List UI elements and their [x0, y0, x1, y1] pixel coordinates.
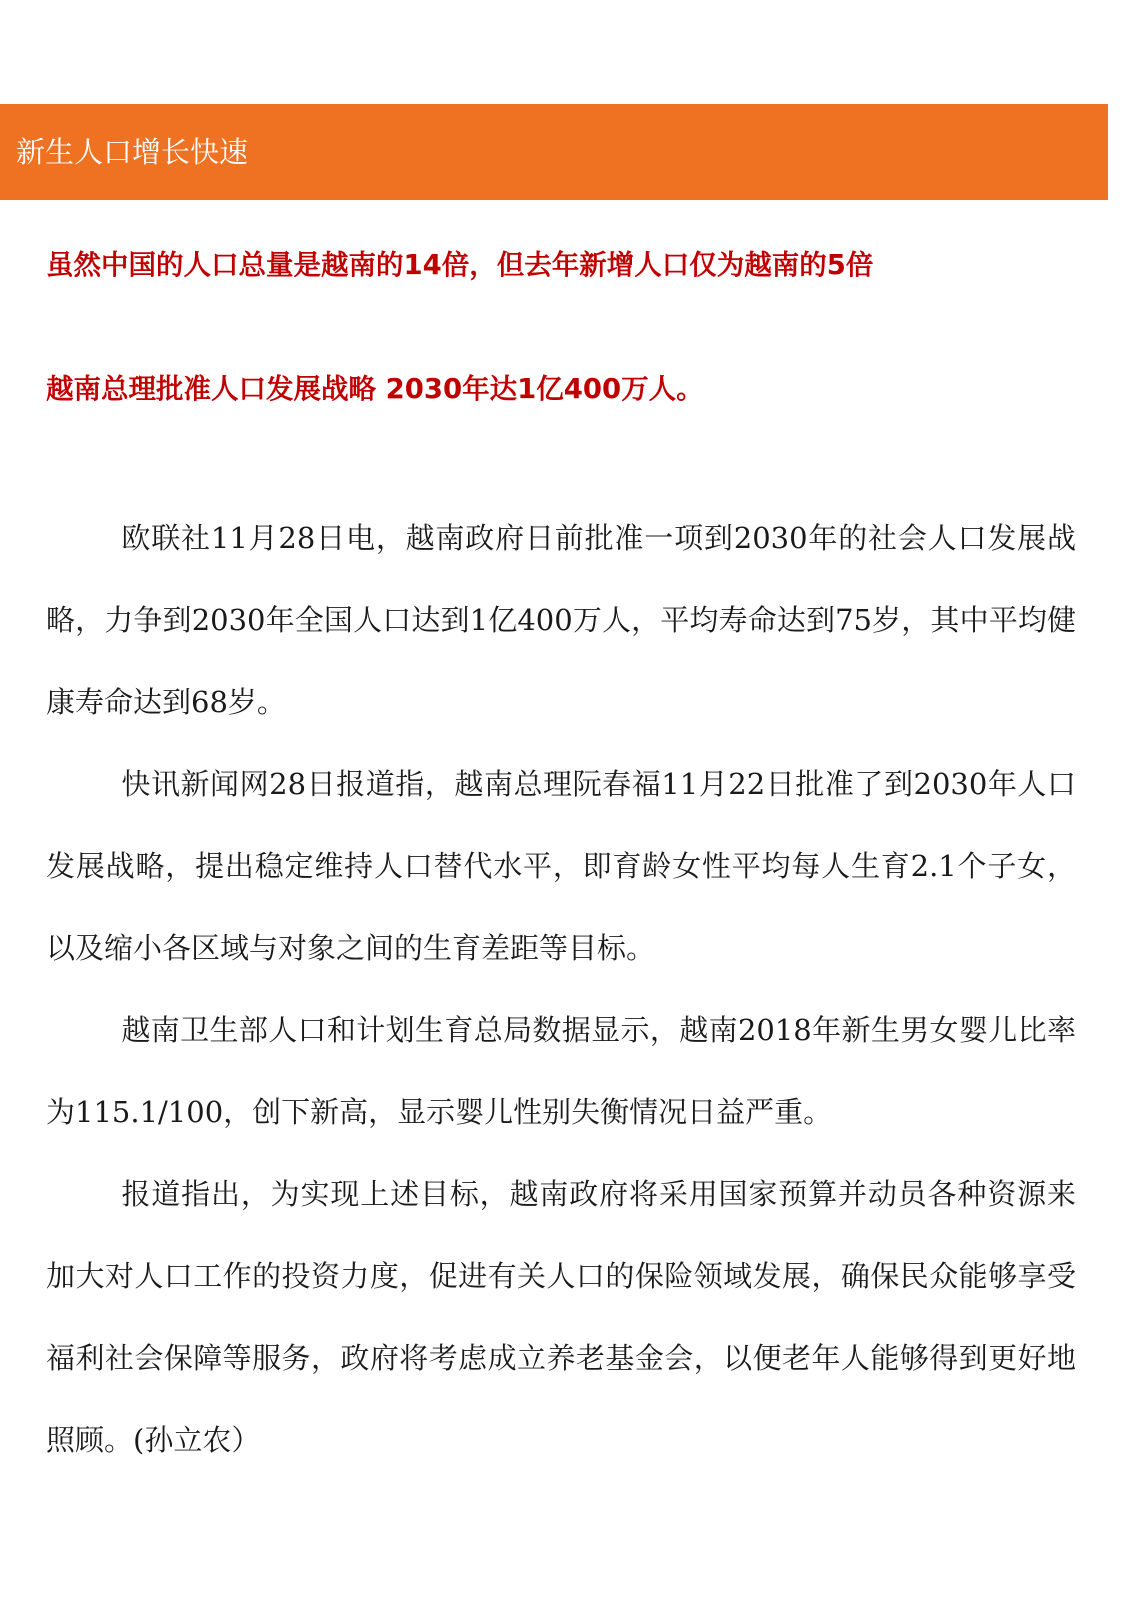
article-paragraph: 越南卫生部人口和计划生育总局数据显示，越南2018年新生男女婴儿比率为115.1/100，创下新高，显示婴儿性别失衡情况日益严重。	[46, 1013, 1076, 1129]
headline-secondary: 越南总理批准人口发展战略 2030年达1亿400万人。	[46, 373, 704, 405]
article-paragraph: 报道指出，为实现上述目标，越南政府将采用国家预算并动员各种资源来加大对人口工作的投资力度，促进有关人口的保险领域发展，确保民众能够享受福利社会保障等服务，政府将考虑成立养老基金会，以便老年人能够得到更好地照顾。(孙立农）	[46, 1177, 1076, 1457]
section-title: 新生人口增长快速	[16, 135, 249, 169]
article-paragraph: 快讯新闻网28日报道指，越南总理阮春福11月22日批准了到2030年人口发展战略，提出稳定维持人口替代水平，即育龄女性平均每人生育2.1个子女，以及缩小各区域与对象之间的生育差距等目标。	[46, 767, 1076, 965]
section-banner	[0, 104, 1108, 200]
article-paragraph: 欧联社11月28日电，越南政府日前批准一项到2030年的社会人口发展战略，力争到2030年全国人口达到1亿400万人，平均寿命达到75岁，其中平均健康寿命达到68岁。	[46, 521, 1076, 719]
headline-primary: 虽然中国的人口总量是越南的14倍，但去年新增人口仅为越南的5倍	[46, 249, 874, 281]
article-body	[46, 497, 1076, 1481]
